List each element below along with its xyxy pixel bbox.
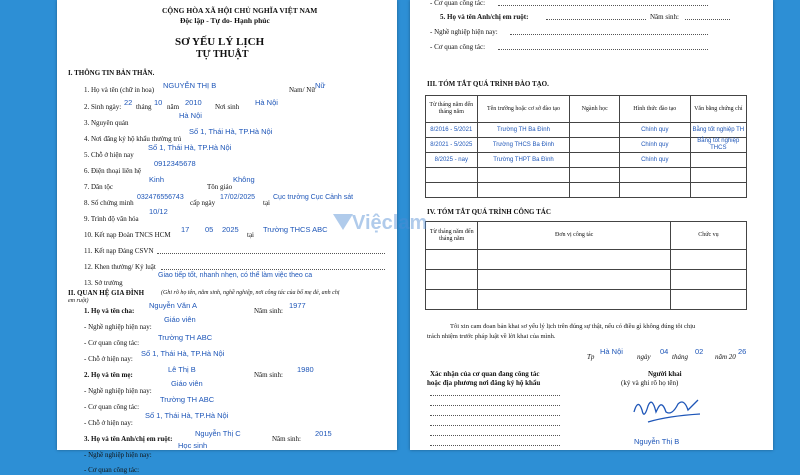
label-mother: 2. Họ và tên mẹ: [84, 371, 133, 379]
value-father: Nguyễn Văn A [149, 301, 197, 310]
section-1-title: I. THÔNG TIN BẢN THÂN. [68, 69, 155, 77]
value-origin: Hà Nội [179, 111, 202, 120]
label-mother-birthyear: Năm sinh: [254, 371, 283, 379]
edu-cell [570, 123, 620, 138]
label-education: 9. Trình độ văn hóa [84, 215, 139, 223]
edu-cell: Trường THPT Ba Đình [477, 153, 570, 168]
value-ethnicity: Kinh [149, 175, 165, 184]
work-cell [478, 290, 670, 310]
republic-header: CỘNG HÒA XÃ HỘI CHỦ NGHĨA VIỆT NAM [162, 6, 318, 15]
label-sibling-birthyear: Năm sinh: [272, 435, 301, 443]
value-sibling-birthyear: 2015 [315, 429, 332, 438]
label-issued-at: tại [263, 199, 270, 207]
edu-cell [690, 168, 746, 183]
label-birth-year: năm [167, 103, 180, 111]
label-issued-date: cấp ngày [190, 199, 216, 207]
table-row [426, 183, 747, 198]
label-religion: Tôn giáo [207, 183, 233, 191]
value-birth-year: 2010 [185, 98, 202, 107]
label-father-live: - Chỗ ở hiện nay: [84, 355, 133, 363]
label-name: 1. Họ và tên (chữ in hoa) [84, 86, 155, 94]
work-cell [478, 270, 670, 290]
dotted-line [157, 253, 385, 254]
edu-cell [690, 153, 746, 168]
dotted-line [498, 5, 708, 6]
label-sibling4-work: - Cơ quan công tác: [430, 0, 486, 7]
work-header: Đơn vị công tác [478, 222, 670, 250]
edu-cell: Chính quy [619, 123, 690, 138]
label-party: 11. Kết nạp Đảng CSVN [84, 247, 154, 255]
table-row [426, 123, 747, 138]
value-birth-month: 10 [154, 98, 163, 107]
edu-cell [570, 168, 620, 183]
label-reward: 12. Khen thưởng/ Kỷ luật [84, 263, 156, 271]
value-mother: Lê Thị B [168, 365, 196, 374]
edu-header: Văn bằng chứng chỉ [690, 96, 746, 123]
label-origin: 3. Nguyên quán [84, 119, 129, 127]
edu-cell [477, 168, 570, 183]
label-sibling-work: - Cơ quan công tác: [84, 466, 140, 474]
label-date-month: tháng [672, 353, 688, 361]
label-youth-union: 10. Kết nạp Đoàn TNCS HCM [84, 231, 171, 239]
dotted-line [685, 19, 730, 20]
work-cell [426, 250, 478, 270]
table-row [426, 250, 747, 270]
label-father: 1. Họ và tên cha: [84, 307, 135, 315]
label-date-city: Tp [587, 353, 595, 361]
work-header: Chức vụ [670, 222, 746, 250]
dotted-line [430, 445, 560, 446]
value-mother-live: Số 1, Thái Hà, TP.Hà Nội [145, 411, 229, 420]
dotted-line [510, 34, 708, 35]
value-issued-at: Cục trưởng Cục Cảnh sát [273, 194, 354, 201]
confirm-title-cont: hoặc địa phương nơi đăng ký hộ khẩu [427, 379, 541, 387]
work-cell [426, 290, 478, 310]
dotted-line [430, 405, 560, 406]
label-birth-month: tháng [136, 103, 152, 111]
label-mother-work: - Cơ quan công tác: [84, 403, 140, 411]
value-father-live: Số 1, Thái Hà, TP.Hà Nội [141, 349, 225, 358]
motto: Độc lập - Tự do- Hạnh phúc [180, 16, 270, 25]
label-ethnicity: 7. Dân tộc [84, 183, 113, 191]
edu-header: Hình thức đào tạo [619, 96, 690, 123]
edu-header: Từ tháng năm đến tháng năm [426, 96, 478, 123]
edu-cell: 8/2025 - nay [426, 153, 478, 168]
edu-cell: Bằng tốt nghiệp TH [690, 123, 746, 138]
edu-cell: 8/2021 - 5/2025 [426, 138, 478, 153]
education-header-row [426, 96, 747, 123]
label-father-job: - Nghề nghiệp hiện nay: [84, 323, 152, 331]
value-mother-work: Trường TH ABC [160, 395, 215, 404]
value-phone: 0912345678 [154, 159, 196, 168]
edu-cell [570, 153, 620, 168]
value-union-day: 17 [181, 225, 190, 234]
section-2-note: (Ghi rõ họ tên, năm sinh, nghề nghiệp, nơi công tác của bố mẹ đẻ, anh chị [161, 290, 340, 296]
edu-cell [619, 168, 690, 183]
dotted-line [430, 395, 560, 396]
value-registered-address: Số 1, Thái Hà, TP.Hà Nội [189, 127, 273, 136]
edu-cell [690, 183, 746, 198]
value-religion: Không [233, 175, 255, 184]
edu-header: Ngành học [570, 96, 620, 123]
label-registered-address: 4. Nơi đăng ký hộ khẩu thường trú [84, 135, 182, 143]
edu-cell: Trường TH Ba Đình [477, 123, 570, 138]
table-row [426, 290, 747, 310]
label-sibling5-job: - Nghề nghiệp hiện nay: [430, 28, 498, 36]
edu-cell [570, 138, 620, 153]
value-father-job: Giáo viên [164, 315, 196, 324]
label-birthplace: Nơi sinh [215, 103, 240, 111]
value-gender: Nữ [315, 81, 326, 90]
dotted-line [161, 269, 385, 270]
table-row [426, 138, 747, 153]
value-date-year: 26 [738, 347, 747, 356]
edu-cell [426, 183, 478, 198]
edu-cell [619, 183, 690, 198]
label-mother-job: - Nghề nghiệp hiện nay: [84, 387, 152, 395]
label-sibling5: 5. Họ và tên Anh/chị em ruột: [440, 13, 529, 21]
work-table [425, 221, 747, 310]
confirm-title: Xác nhận của cơ quan đang công tác [430, 370, 540, 378]
section-3-title: III. TÓM TẮT QUÁ TRÌNH ĐÀO TẠO. [427, 80, 549, 88]
work-cell [670, 290, 746, 310]
label-date-year: năm 20 [715, 353, 736, 361]
label-birthdate: 2. Sinh ngày: [84, 103, 122, 111]
label-mother-live: - Chỗ ở hiện nay: [84, 419, 133, 427]
dotted-line [430, 435, 560, 436]
dotted-line [430, 425, 560, 426]
signer-title: Người khai [648, 370, 682, 378]
edu-cell [477, 183, 570, 198]
table-row [426, 168, 747, 183]
section-2-note-cont: em ruột) [68, 298, 89, 304]
work-header-row [426, 222, 747, 250]
value-id-number: 032476556743 [137, 194, 184, 201]
value-name: NGUYỄN THỊ B [163, 81, 217, 90]
value-mother-job: Giáo viên [171, 379, 203, 388]
value-current-address: Số 1, Thái Hà, TP.Hà Nội [148, 143, 232, 152]
label-union-at: tại [247, 231, 254, 239]
education-table [425, 95, 747, 198]
signature-image [628, 392, 708, 432]
value-father-work: Trường TH ABC [158, 333, 213, 342]
edu-cell: Chính quy [619, 153, 690, 168]
value-mother-birthyear: 1980 [297, 365, 314, 374]
signer-name: Nguyễn Thị B [634, 437, 680, 446]
section-4-title: IV. TÓM TẮT QUÁ TRÌNH CÔNG TÁC [427, 208, 551, 216]
value-sibling: Nguyễn Thị C [195, 429, 241, 438]
work-cell [478, 250, 670, 270]
section-2-title: II. QUAN HỆ GIA ĐÌNH [68, 289, 145, 297]
value-union-month: 05 [205, 225, 214, 234]
dotted-line [430, 415, 560, 416]
work-cell [426, 270, 478, 290]
value-birthplace: Hà Nội [255, 98, 278, 107]
label-father-work: - Cơ quan công tác: [84, 339, 140, 347]
form-title: SƠ YẾU LÝ LỊCH [175, 36, 265, 48]
pledge-text-cont: trách nhiệm trước pháp luật về lời khai của mình. [427, 333, 556, 340]
table-row [426, 270, 747, 290]
value-sibling-job: Học sinh [178, 441, 208, 450]
label-gender: Nam/ Nữ [289, 86, 316, 94]
work-cell [670, 270, 746, 290]
work-cell [670, 250, 746, 270]
edu-cell: Chính quy [619, 138, 690, 153]
label-current-address: 5. Chỗ ở hiện nay [84, 151, 134, 159]
value-education: 10/12 [149, 207, 168, 216]
value-date-city: Hà Nội [600, 347, 623, 356]
label-id-number: 8. Số chứng minh [84, 199, 134, 207]
label-sibling: 3. Họ và tên Anh/chị em ruột: [84, 435, 173, 443]
edu-header: Tên trường hoặc cơ sở đào tạo [477, 96, 570, 123]
watermark-text: Việclam [352, 212, 428, 234]
watermark-logo-icon [333, 214, 353, 230]
form-subtitle: TỰ THUẬT [196, 49, 249, 60]
label-strength: 13. Sở trường [84, 279, 123, 287]
cv-page-right [410, 0, 773, 450]
value-date-day: 04 [660, 347, 669, 356]
table-row [426, 153, 747, 168]
value-union-at: Trường THCS ABC [263, 225, 328, 234]
label-phone: 6. Điện thoại liên hệ [84, 167, 141, 175]
value-date-month: 02 [695, 347, 704, 356]
work-header: Từ tháng năm đến tháng năm [426, 222, 478, 250]
dotted-line [546, 19, 646, 20]
edu-cell: 8/2016 - 5/2021 [426, 123, 478, 138]
dotted-line [498, 49, 708, 50]
edu-cell [570, 183, 620, 198]
pledge-text: Tôi xin cam đoan bản khai sơ yếu lý lịch trên đúng sự thật, nếu có điều gì không đúng tôi chịu [450, 323, 696, 330]
label-sibling5-work: - Cơ quan công tác: [430, 43, 486, 51]
signer-note: (ký và ghi rõ họ tên) [621, 379, 679, 387]
value-father-birthyear: 1977 [289, 301, 306, 310]
label-sibling5-birthyear: Năm sinh: [650, 13, 679, 21]
value-strength: Giao tiếp tốt, nhanh nhẹn, có thể làm việc theo ca [158, 272, 313, 279]
value-union-year: 2025 [222, 225, 239, 234]
label-date-day: ngày [637, 353, 651, 361]
label-sibling-job: - Nghề nghiệp hiện nay: [84, 451, 152, 459]
value-issued-date: 17/02/2025 [220, 194, 256, 201]
edu-cell [426, 168, 478, 183]
edu-cell: Bằng tốt nghiệp THCS [690, 138, 746, 153]
label-father-birthyear: Năm sinh: [254, 307, 283, 315]
edu-cell: Trường THCS Ba Đình [477, 138, 570, 153]
value-birth-day: 22 [124, 98, 133, 107]
